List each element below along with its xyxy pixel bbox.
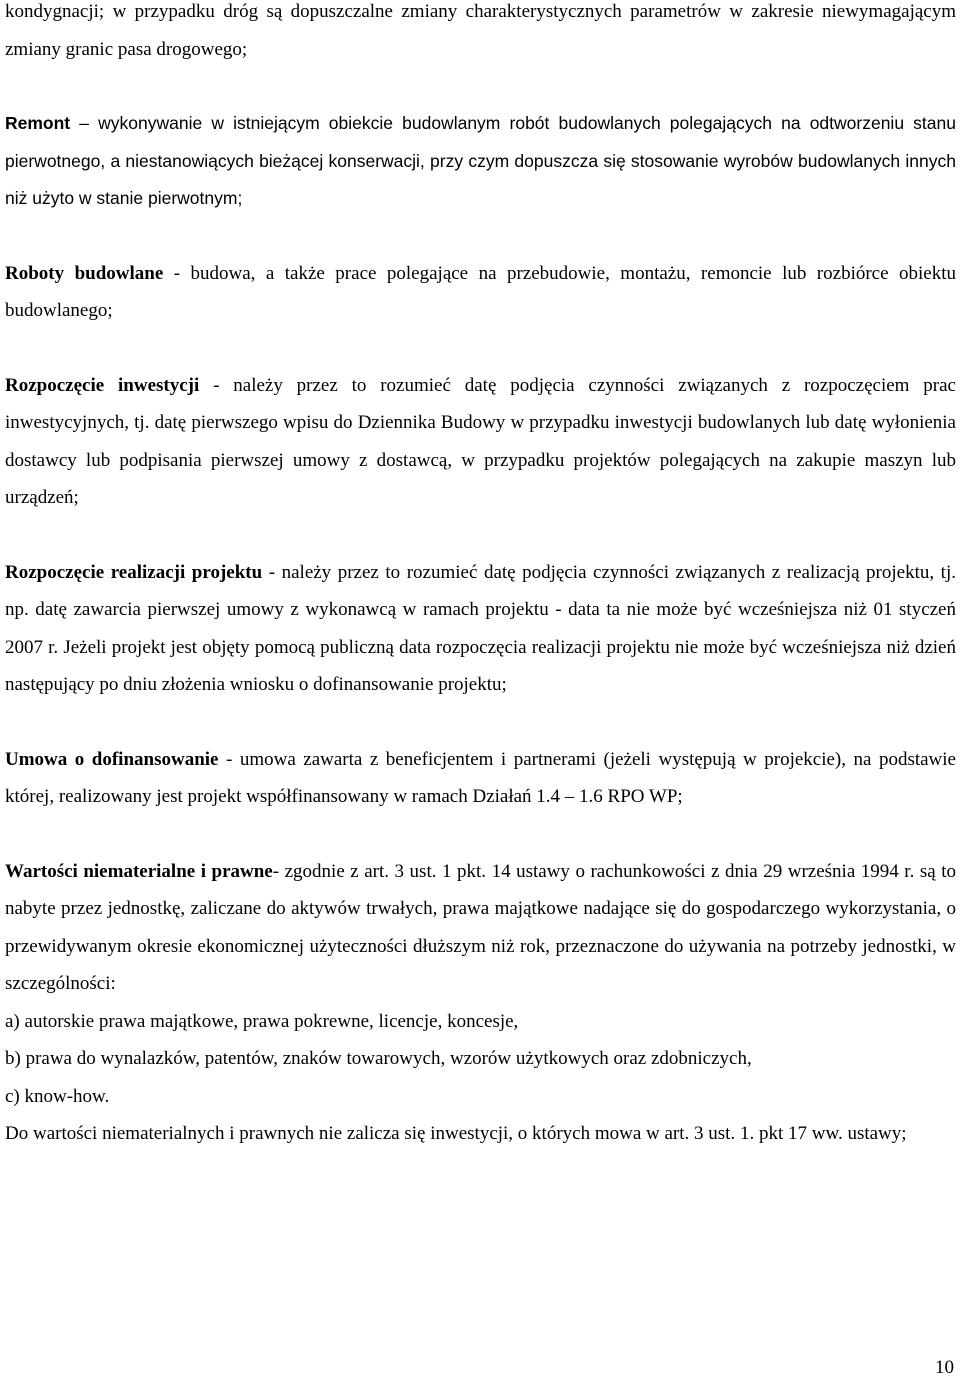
paragraph-gap [5,704,956,741]
paragraph-intro [5,0,956,68]
paragraph-gap [5,68,956,105]
paragraph-closing-text: Do wartości niematerialnych i prawnych nie zalicza się inwestycji, o których mowa w art. 3 ust. 1. pkt 17 ww. ustawy; [5,1123,907,1144]
term-rozpoczecie-realizacji: Rozpoczęcie realizacji projektu [5,561,263,583]
list-item-c [5,1078,956,1116]
term-roboty-budowlane: Roboty budowlane [5,262,164,284]
list-item-c-text: c) know-how. [5,1085,110,1107]
term-wartosci-niematerialne: Wartości niematerialne i prawne [5,860,273,882]
page-number: 10 [935,1357,954,1378]
term-rozpoczecie-inwestycji: Rozpoczęcie inwestycji [5,374,200,396]
definition-rozpoczecie-inwestycji-text: - należy przez to rozumieć datę podjęcia czynności związanych z rozpoczęciem prac inwestycyjnych, tj. datę pierwszego wpisu do Dziennika Budowy w przypadku inwestycji budowlanych lub datę wyłonienia dostawcy lub podpisania pierwszej umowy z dostawcą, w przypadku projektów polegających na zakupie maszyn lub urządzeń; [5,374,956,508]
definition-umowa-o-dofinansowanie-text: - umowa zawarta z beneficjentem i partnerami (jeżeli występują w projekcie), na podstawie której, realizowany jest projekt współfinansowany w ramach Działań 1.4 – 1.6 RPO WP; [5,748,956,807]
paragraph-gap [5,330,956,367]
term-remont: Remont [5,113,71,133]
list-item-b [5,1040,956,1078]
document-page [5,0,956,1153]
list-item-b-text: b) prawa do wynalazków, patentów, znaków towarowych, wzorów użytkowych oraz zdobniczych, [5,1048,752,1069]
definition-roboty-budowlane [5,255,956,330]
list-item-a-text: a) autorskie prawa majątkowe, prawa pokrewne, licencje, koncesje, [5,1010,519,1032]
paragraph-gap [5,517,956,554]
definition-rozpoczecie-realizacji-text: - należy przez to rozumieć datę podjęcia czynności związanych z realizacją projektu, tj. np. datę zawarcia pierwszej umowy z wykonawcą w ramach projektu - data ta nie może być wcześniejsza niż 01 styczeń 2007 r. Jeżeli projekt jest objęty pomocą publiczną data rozpoczęcia realizacji projektu nie może być wcześniejsza niż dzień następujący po dniu złożenia wniosku o dofinansowanie projektu; [5,561,956,695]
definition-wartosci-niematerialne-text: - zgodnie z art. 3 ust. 1 pkt. 14 ustawy o rachunkowości z dnia 29 września 1994 r. są to nabyte przez jednostkę, zaliczane do aktywów trwałych, prawa majątkowe nadające się do gospodarczego wykorzystania, o przewidywanym okresie ekonomicznej użyteczności dłuższym niż rok, przeznaczone do używania na potrzeby jednostki, w szczególności: [5,860,956,994]
paragraph-gap [5,218,956,255]
definition-umowa-o-dofinansowanie [5,741,956,816]
definition-wartosci-niematerialne [5,853,956,1003]
definition-remont [5,105,956,218]
definition-remont-text: – wykonywanie w istniejącym obiekcie budowlanym robót budowlanych polegających na odtworzeniu stanu pierwotnego, a niestanowiących bieżącej konserwacji, przy czym dopuszcza się stosowanie wyrobów budowlanych innych niż użyto w stanie pierwotnym; [5,113,956,208]
list-item-a [5,1003,956,1041]
paragraph-gap [5,816,956,853]
paragraph-intro-text: kondygnacji; w przypadku dróg są dopuszczalne zmiany charakterystycznych parametrów w zakresie niewymagającym zmiany granic pasa drogowego; [5,1,956,60]
definition-rozpoczecie-realizacji [5,554,956,704]
paragraph-closing [5,1115,956,1153]
term-umowa-o-dofinansowanie: Umowa o dofinansowanie [5,748,219,770]
definition-rozpoczecie-inwestycji [5,367,956,517]
definition-roboty-budowlane-text: - budowa, a także prace polegające na przebudowie, montażu, remoncie lub rozbiórce obiektu budowlanego; [5,262,956,321]
